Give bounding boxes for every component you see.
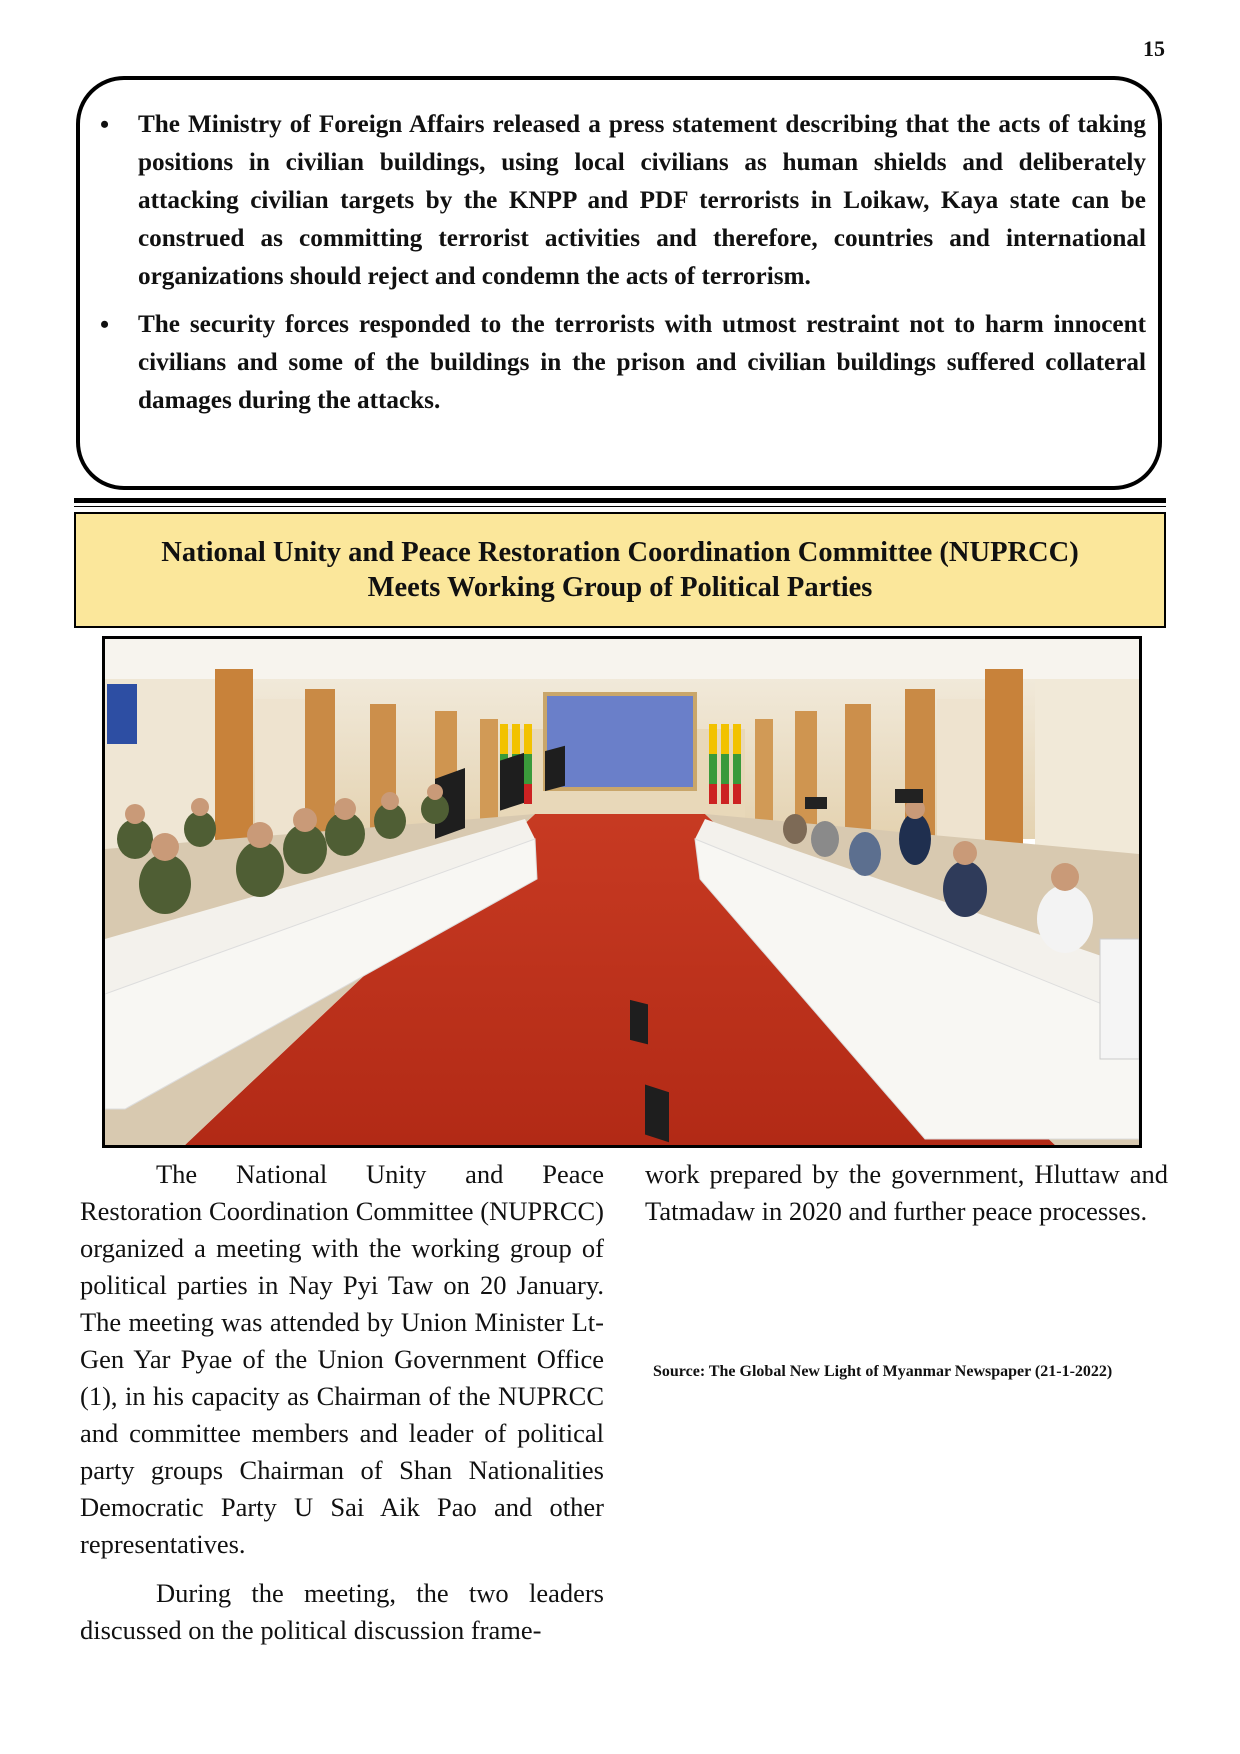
meeting-photo	[102, 636, 1142, 1148]
divider-thin	[74, 506, 1166, 507]
bullet-item: • The security forces responded to the terrorists with utmost restraint not to harm innocent civilians and some of the buildings in the prison and civilian buildings suffered collateral damages during the attacks.	[100, 306, 1146, 420]
meeting-photo-illustration	[105, 639, 1139, 1145]
article-left-column	[80, 1156, 604, 1649]
article-paragraph: The National Unity and Peace Restoration Coordination Committee (NUPRCC) organized a meeting with the working group of political parties in Nay Pyi Taw on 20 January. The meeting was attended by Union Minister Lt-Gen Yar Pyae of the Union Government Office (1), in his capacity as Chairman of the NUPRCC and committee members and leader of political party groups Chairman of Shan Nationalities Democratic Party U Sai Aik Pao and other representatives.	[80, 1159, 604, 1559]
article-paragraph: During the meeting, the two leaders discussed on the political discussion frame-	[80, 1578, 604, 1645]
bullet-list	[100, 106, 1146, 430]
article-right-column	[645, 1156, 1168, 1230]
article-paragraph: work prepared by the government, Hluttaw and Tatmadaw in 2020 and further peace processes.	[645, 1159, 1168, 1226]
headline-line-2: Meets Working Group of Political Parties	[367, 572, 873, 603]
bullet-item: • The Ministry of Foreign Affairs released a press statement describing that the acts of taking positions in civilian buildings, using local civilians as human shields and deliberately attacking civilian targets by the KNPP and PDF terrorists in Loikaw, Kaya state can be construed as committing terrorist activities and therefore, countries and international organizations should reject and condemn the acts of terrorism.	[100, 106, 1146, 296]
page-number: 15	[1143, 36, 1165, 61]
headline-box	[74, 512, 1166, 628]
source-credit: Source: The Global New Light of Myanmar Newspaper (21-1-2022)	[653, 1363, 1113, 1380]
headline-line-1: National Unity and Peace Restoration Coordination Committee (NUPRCC)	[161, 537, 1079, 568]
divider-thick	[74, 498, 1166, 503]
